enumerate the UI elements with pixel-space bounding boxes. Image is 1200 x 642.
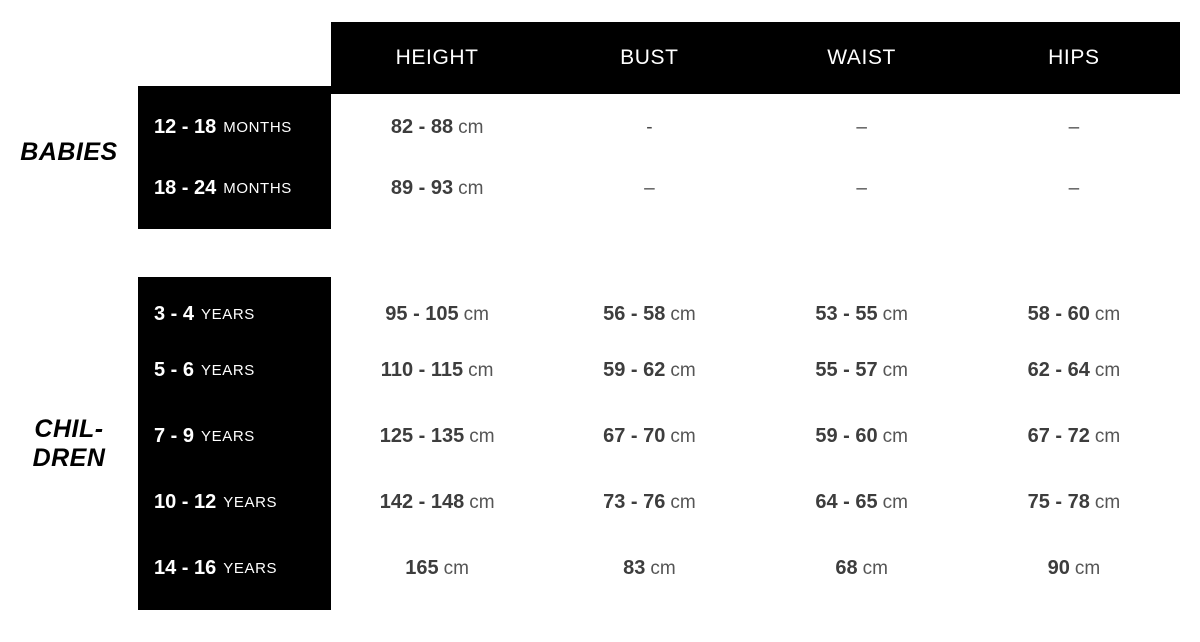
cell-unit: cm (882, 492, 908, 513)
age-range-unit: YEARS (201, 362, 255, 379)
cell-value: 59 - 60 (815, 425, 878, 447)
cell-unit: cm (1094, 304, 1121, 325)
age-label-14-16-years (138, 538, 331, 599)
cell-bust (543, 303, 755, 326)
group-label-children-line1: CHIL- (34, 415, 104, 443)
cell-value: – (856, 178, 867, 199)
cell-hips (968, 491, 1180, 514)
age-range-value: 12 - 18 (154, 116, 217, 138)
cell-value: 83 (623, 557, 646, 579)
cell-height (331, 557, 543, 580)
age-label-7-9-years (138, 406, 331, 467)
age-range-value: 10 - 12 (154, 491, 217, 513)
cell-unit: cm (463, 304, 489, 325)
column-header-hips: HIPS (1048, 46, 1100, 69)
age-range-value: 3 - 4 (154, 303, 195, 325)
age-label-10-12-years (138, 472, 331, 533)
age-range-unit: YEARS (223, 494, 278, 511)
table-row-babies-18-24 (331, 158, 1180, 219)
cell-unit: cm (1074, 558, 1101, 579)
cell-value: 90 (1047, 557, 1070, 579)
age-label-18-24-months (138, 158, 331, 219)
cell-unit: cm (882, 360, 908, 381)
table-row-babies-12-18 (331, 97, 1180, 158)
cell-bust (543, 557, 755, 580)
cell-unit: cm (670, 426, 696, 447)
age-label-12-18-months (138, 97, 331, 158)
cell-hips (968, 359, 1180, 382)
cell-unit: cm (670, 492, 696, 513)
cell-value: 64 - 65 (815, 491, 878, 513)
table-row-children-5-6 (331, 340, 1180, 401)
cell-unit: cm (469, 426, 495, 447)
age-range-value: 7 - 9 (154, 425, 195, 447)
cell-value: 68 (835, 557, 858, 579)
cell-unit: cm (1094, 426, 1121, 447)
cell-value: 73 - 76 (603, 491, 666, 513)
cell-value: 58 - 60 (1027, 303, 1090, 325)
table-row-children-10-12 (331, 472, 1180, 533)
cell-value: - (646, 117, 653, 138)
column-header-height: HEIGHT (395, 46, 479, 69)
group-label-babies: BABIES (20, 138, 118, 166)
age-range-unit: YEARS (223, 560, 278, 577)
cell-waist (756, 425, 968, 448)
cell-value: – (856, 117, 867, 138)
cell-value: – (1068, 178, 1080, 199)
cell-unit: cm (670, 304, 696, 325)
cell-waist (756, 177, 968, 200)
cell-value: – (644, 178, 655, 199)
group-label-children-line2: DREN (32, 443, 106, 472)
cell-bust (543, 491, 755, 514)
cell-unit: cm (862, 558, 888, 579)
column-header-waist: WAIST (827, 46, 896, 69)
cell-height (331, 425, 543, 448)
table-header-row (331, 22, 1180, 94)
cell-bust (543, 116, 755, 139)
group-label-children (0, 415, 138, 473)
cell-value: 110 - 115 (380, 359, 464, 381)
cell-unit: cm (458, 178, 484, 199)
cell-height (331, 303, 543, 326)
cell-value: 95 - 105 (385, 303, 459, 325)
cell-value: 165 (405, 557, 439, 579)
cell-hips (968, 177, 1180, 200)
cell-value: – (1068, 117, 1080, 138)
age-range-value: 5 - 6 (154, 359, 195, 381)
age-range-unit: MONTHS (223, 180, 292, 197)
cell-unit: cm (458, 117, 484, 138)
cell-unit: cm (469, 492, 495, 513)
cell-unit: cm (443, 558, 469, 579)
table-row-children-3-4 (331, 284, 1180, 345)
cell-value: 67 - 72 (1027, 425, 1090, 447)
column-header-bust: BUST (620, 46, 679, 69)
table-row-children-14-16 (331, 538, 1180, 599)
cell-value: 67 - 70 (603, 425, 666, 447)
cell-value: 89 - 93 (390, 177, 454, 199)
cell-hips (968, 303, 1180, 326)
age-range-unit: YEARS (201, 428, 255, 445)
cell-value: 53 - 55 (815, 303, 878, 325)
cell-value: 62 - 64 (1027, 359, 1090, 381)
cell-hips (968, 425, 1180, 448)
cell-waist (756, 303, 968, 326)
cell-height (331, 491, 543, 514)
cell-value: 82 - 88 (390, 116, 454, 138)
age-range-unit: YEARS (201, 306, 255, 323)
age-label-3-4-years (138, 284, 331, 345)
cell-unit: cm (882, 304, 908, 325)
cell-waist (756, 116, 968, 139)
cell-waist (756, 491, 968, 514)
cell-unit: cm (1094, 360, 1121, 381)
cell-unit: cm (1094, 492, 1121, 513)
cell-value: 142 - 148 (379, 491, 465, 513)
cell-value: 125 - 135 (379, 425, 465, 447)
cell-waist (756, 557, 968, 580)
cell-waist (756, 359, 968, 382)
cell-unit: cm (468, 360, 494, 381)
cell-hips (968, 116, 1180, 139)
cell-bust (543, 359, 755, 382)
age-range-value: 14 - 16 (154, 557, 217, 579)
age-range-unit: MONTHS (223, 119, 292, 136)
cell-unit: cm (670, 360, 696, 381)
cell-hips (968, 557, 1180, 580)
cell-value: 55 - 57 (815, 359, 878, 381)
cell-height (331, 116, 543, 139)
cell-height (331, 359, 543, 382)
age-label-5-6-years (138, 340, 331, 401)
cell-height (331, 177, 543, 200)
age-range-value: 18 - 24 (154, 177, 217, 199)
cell-unit: cm (882, 426, 908, 447)
cell-value: 59 - 62 (603, 359, 666, 381)
cell-value: 56 - 58 (603, 303, 666, 325)
cell-value: 75 - 78 (1027, 491, 1090, 513)
cell-unit: cm (650, 558, 676, 579)
table-row-children-7-9 (331, 406, 1180, 467)
cell-bust (543, 425, 755, 448)
cell-bust (543, 177, 755, 200)
